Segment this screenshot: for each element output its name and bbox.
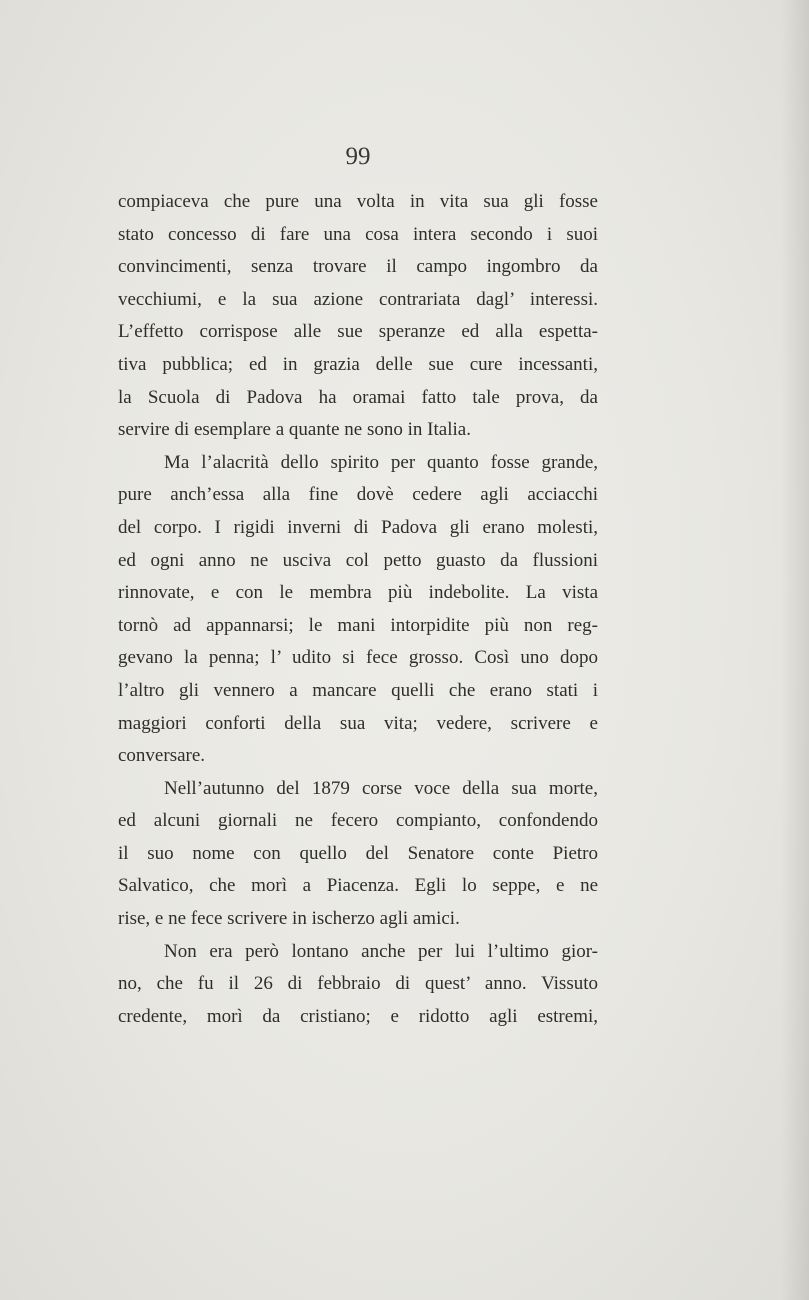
text-line: conversare. xyxy=(118,745,206,767)
text-line: del corpo. I rigidi inverni di Padova gli erano molesti, xyxy=(118,516,598,538)
text-line: rinnovate, e con le membra più indebolite. La vista xyxy=(118,582,598,604)
body-text xyxy=(118,186,598,1033)
text-line: L’effetto corrispose alle sue speranze ed alla espetta- xyxy=(118,321,598,343)
text-line: convincimenti, senza trovare il campo ingombro da xyxy=(118,256,598,278)
text-line: il suo nome con quello del Senatore conte Pietro xyxy=(118,842,598,864)
text-line: Nell’autunno del 1879 corse voce della sua morte, xyxy=(164,777,598,799)
text-line: no, che fu il 26 di febbraio di quest’ anno. Vissuto xyxy=(118,973,598,995)
text-line: Salvatico, che morì a Piacenza. Egli lo seppe, e ne xyxy=(118,875,598,897)
text-line: stato concesso di fare una cosa intera secondo i suoi xyxy=(118,223,598,245)
text-line: maggiori conforti della sua vita; vedere, scrivere e xyxy=(118,712,598,734)
text-line: Ma l’alacrità dello spirito per quanto fosse grande, xyxy=(164,451,598,473)
text-line: credente, morì da cristiano; e ridotto agli estremi, xyxy=(118,1005,598,1027)
text-line: rise, e ne fece scrivere in ischerzo agli amici. xyxy=(118,908,460,930)
text-line: Non era però lontano anche per lui l’ultimo gior- xyxy=(164,940,598,962)
text-line: pure anch’essa alla fine dovè cedere agli acciacchi xyxy=(118,484,598,506)
text-line: servire di esemplare a quante ne sono in Italia. xyxy=(118,419,471,441)
text-line: vecchiumi, e la sua azione contrariata dagl’ interessi. xyxy=(118,288,598,310)
text-line: gevano la penna; l’ udito si fece grosso. Così uno dopo xyxy=(118,647,598,669)
text-line: ed alcuni giornali ne fecero compianto, confondendo xyxy=(118,810,598,832)
page-number: 99 xyxy=(345,143,371,170)
text-line: compiaceva che pure una volta in vita sua gli fosse xyxy=(118,191,598,212)
text-line: la Scuola di Padova ha oramai fatto tale prova, da xyxy=(118,386,598,408)
text-line: tornò ad appannarsi; le mani intorpidite più non reg- xyxy=(118,614,598,636)
text-line: tiva pubblica; ed in grazia delle sue cure incessanti, xyxy=(118,353,598,375)
text-line: l’altro gli vennero a mancare quelli che erano stati i xyxy=(118,679,598,701)
page-edge-shadow xyxy=(781,0,809,1300)
text-line: ed ogni anno ne usciva col petto guasto da flussioni xyxy=(118,549,598,571)
